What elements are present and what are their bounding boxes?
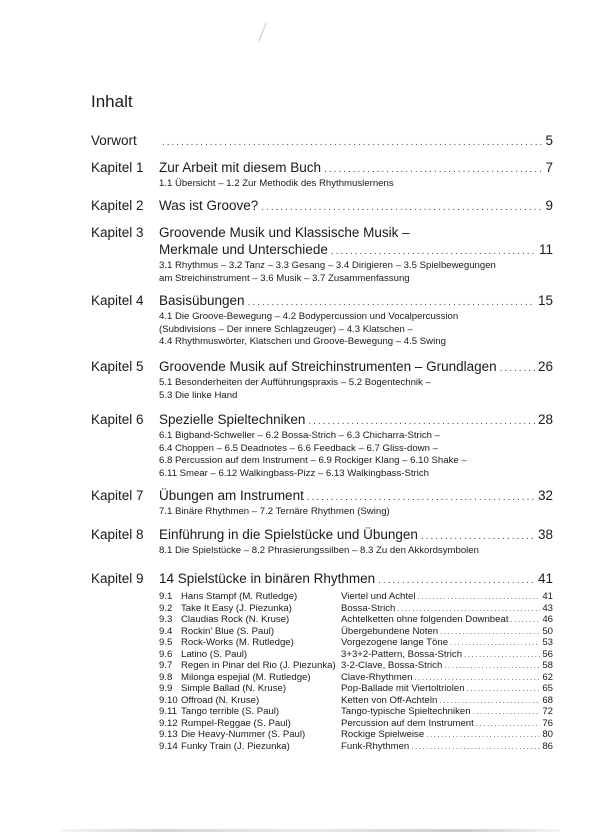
piece-row[interactable] bbox=[159, 672, 553, 684]
piece-number: 9.8 bbox=[159, 671, 173, 683]
section-list: 6.8 Percussion auf dem Instrument – 6.9 Rockiger Klang – 6.10 Shake – bbox=[159, 455, 467, 466]
section-list: 6.4 Choppen – 6.5 Deadnotes – 6.6 Feedback – 6.7 Gliss-down – bbox=[159, 442, 438, 454]
piece-row[interactable] bbox=[159, 614, 553, 626]
chapter-title: Merkmale und Unterschiede bbox=[159, 242, 328, 257]
piece-row[interactable] bbox=[159, 649, 553, 661]
dot-leader bbox=[467, 683, 541, 695]
piece-description: Pop-Ballade mit Viertoltriolen bbox=[341, 683, 465, 694]
toc-entry[interactable] bbox=[91, 197, 553, 216]
toc-entry[interactable] bbox=[91, 358, 553, 402]
chapter-title-line bbox=[159, 241, 553, 260]
piece-number: 9.7 bbox=[159, 660, 173, 671]
piece-description: Achtelketten ohne folgenden Downbeat bbox=[341, 614, 509, 625]
entry-content bbox=[159, 411, 553, 480]
piece-title: Rock-Works (M. Rutledge) bbox=[181, 637, 294, 648]
dot-leader bbox=[331, 243, 536, 260]
section-list: 6.1 Bigband-Schweller – 6.2 Bossa-Strich – 6.3 Chicharra-Strich – bbox=[159, 430, 441, 441]
piece-title: Die Heavy-Nummer (S. Paul) bbox=[181, 729, 306, 740]
entry-content bbox=[159, 526, 553, 558]
piece-title: Regen in Pinar del Rio (J. Piezunka) bbox=[181, 660, 336, 671]
chapter-label: Kapitel 2 bbox=[91, 198, 144, 213]
page-number: 38 bbox=[537, 527, 553, 542]
section-list: 8.1 Die Spielstücke – 8.2 Phrasierungssilben – 8.3 Zu den Akkordsymbolen bbox=[159, 545, 479, 556]
chapter-title: Groovende Musik und Klassische Musik – bbox=[159, 225, 410, 240]
pieces-list bbox=[159, 591, 553, 752]
chapter-title-line bbox=[159, 224, 553, 241]
chapter-label: Kapitel 9 bbox=[91, 571, 144, 586]
page-number: 5 bbox=[545, 133, 553, 148]
chapter-title-line bbox=[159, 570, 553, 589]
piece-title: Rumpel-Reggae (S. Paul) bbox=[181, 717, 291, 729]
chapter-title-line bbox=[159, 526, 553, 545]
section-list: 1.1 Übersicht – 1.2 Zur Methodik des Rhythmuslernens bbox=[159, 178, 394, 189]
entry-content bbox=[159, 224, 553, 285]
piece-page-number: 58 bbox=[542, 660, 553, 671]
piece-number: 9.6 bbox=[159, 648, 173, 660]
chapter-label: Kapitel 3 bbox=[91, 225, 144, 240]
dot-leader bbox=[426, 729, 540, 741]
piece-row[interactable] bbox=[159, 637, 553, 649]
piece-number: 9.4 bbox=[159, 625, 173, 637]
piece-description-wrap bbox=[341, 660, 553, 672]
piece-row[interactable] bbox=[159, 729, 553, 741]
piece-title: Rockin' Blue (S. Paul) bbox=[181, 625, 275, 637]
page-number: 32 bbox=[537, 488, 553, 503]
entry-content bbox=[159, 487, 553, 519]
piece-description-wrap bbox=[341, 695, 553, 707]
piece-number: 9.12 bbox=[159, 717, 178, 729]
piece-title: Take It Easy (J. Piezunka) bbox=[181, 602, 292, 614]
piece-number: 9.9 bbox=[159, 683, 173, 694]
chapter-title: Was ist Groove? bbox=[159, 198, 259, 213]
dot-leader bbox=[411, 741, 540, 753]
chapter-title: 14 Spielstücke in binären Rhythmen bbox=[159, 571, 376, 586]
chapter-title-line bbox=[159, 487, 553, 506]
toc-entry[interactable] bbox=[91, 487, 553, 519]
piece-title: Funky Train (J. Piezunka) bbox=[181, 740, 290, 752]
piece-page-number: 56 bbox=[542, 648, 553, 660]
piece-title: Milonga espejial (M. Rutledge) bbox=[181, 671, 311, 683]
dot-leader bbox=[439, 695, 540, 707]
dot-leader bbox=[500, 360, 535, 377]
piece-row[interactable] bbox=[159, 683, 553, 695]
section-list: 6.11 Smear – 6.12 Walkingbass-Pizz – 6.13 Walkingbass-Strich bbox=[159, 467, 429, 479]
page-title: Inhalt bbox=[91, 92, 133, 111]
piece-description-wrap bbox=[341, 683, 553, 695]
piece-description-wrap bbox=[341, 591, 553, 603]
toc-entry[interactable] bbox=[91, 411, 553, 480]
section-list: 4.1 Die Groove-Bewegung – 4.2 Bodypercussion und Vocalpercussion bbox=[159, 311, 459, 322]
chapter-label: Kapitel 1 bbox=[91, 160, 144, 175]
piece-page-number: 62 bbox=[542, 671, 553, 683]
dot-leader bbox=[464, 649, 540, 661]
piece-row[interactable] bbox=[159, 695, 553, 707]
piece-row[interactable] bbox=[159, 603, 553, 615]
piece-title: Latino (S. Paul) bbox=[181, 648, 248, 660]
piece-description-wrap bbox=[341, 729, 553, 741]
dot-leader bbox=[418, 591, 541, 603]
piece-description: Rockige Spielweise bbox=[341, 729, 425, 740]
chapter-title-line bbox=[159, 411, 553, 430]
piece-row[interactable] bbox=[159, 660, 553, 672]
chapter-label: Kapitel 6 bbox=[91, 412, 144, 427]
piece-number: 9.14 bbox=[159, 740, 178, 752]
entry-content bbox=[159, 197, 553, 216]
bottom-edge-shadow bbox=[60, 829, 560, 832]
piece-description: Clave-Rhythmen bbox=[341, 671, 413, 683]
piece-description: Viertel und Achtel bbox=[341, 591, 416, 602]
piece-description: 3-2-Clave, Bossa-Strich bbox=[341, 660, 443, 671]
page-number: 28 bbox=[537, 412, 553, 427]
piece-number: 9.1 bbox=[159, 591, 173, 602]
piece-page-number: 53 bbox=[542, 637, 553, 648]
chapter-title: Zur Arbeit mit diesem Buch bbox=[159, 160, 322, 175]
dot-leader bbox=[378, 572, 535, 589]
chapter-title: Einführung in die Spielstücke und Übungen bbox=[159, 527, 418, 542]
piece-description: Übergebundene Noten bbox=[341, 625, 439, 637]
entry-content bbox=[159, 132, 553, 151]
piece-description-wrap bbox=[341, 718, 553, 730]
piece-page-number: 65 bbox=[542, 683, 553, 694]
piece-description: Percussion auf dem Instrument bbox=[341, 717, 474, 729]
dot-leader bbox=[440, 626, 540, 638]
piece-title: Claudias Rock (N. Kruse) bbox=[181, 614, 290, 625]
piece-page-number: 46 bbox=[542, 614, 553, 625]
entry-content bbox=[159, 358, 553, 402]
dot-leader bbox=[473, 706, 541, 718]
piece-description-wrap bbox=[341, 706, 553, 718]
section-list: 3.1 Rhythmus – 3.2 Tanz – 3.3 Gesang – 3.4 Dirigieren – 3.5 Spielbewegungen bbox=[159, 260, 496, 271]
page-number: 9 bbox=[545, 198, 553, 213]
piece-row[interactable] bbox=[159, 706, 553, 718]
dot-leader bbox=[414, 672, 540, 684]
chapter-title: Basisübungen bbox=[159, 293, 245, 308]
chapter-title-line bbox=[159, 197, 553, 216]
toc-entry[interactable] bbox=[91, 224, 553, 285]
section-list: (Subdivisions – Der innere Schlagzeuger) – 4.3 Klatschen – bbox=[159, 323, 413, 335]
chapter-title: Groovende Musik auf Streichinstrumenten – Grundlagen bbox=[159, 359, 497, 374]
entry-content bbox=[159, 292, 553, 349]
piece-row[interactable] bbox=[159, 741, 553, 753]
piece-page-number: 43 bbox=[542, 602, 553, 614]
chapter-title-line bbox=[159, 159, 553, 178]
piece-description: Ketten von Off-Achteln bbox=[341, 694, 438, 706]
chapter-title: Spezielle Spieltechniken bbox=[159, 412, 306, 427]
page-number: 41 bbox=[537, 571, 553, 586]
piece-number: 9.13 bbox=[159, 729, 178, 740]
chapter-title-line bbox=[159, 132, 553, 151]
dot-leader bbox=[450, 637, 540, 649]
chapter-label: Vorwort bbox=[91, 133, 137, 148]
chapter-label: Kapitel 8 bbox=[91, 527, 144, 542]
piece-page-number: 50 bbox=[542, 625, 553, 637]
chapter-label: Kapitel 7 bbox=[91, 488, 144, 503]
piece-description: 3+3+2-Pattern, Bossa-Strich bbox=[341, 648, 463, 660]
piece-number: 9.2 bbox=[159, 602, 173, 614]
section-list: 5.3 Die linke Hand bbox=[159, 389, 238, 401]
dot-leader bbox=[421, 528, 535, 545]
section-list: am Streichinstrument – 3.6 Musik – 3.7 Zusammenfassung bbox=[159, 272, 410, 284]
piece-row[interactable] bbox=[159, 626, 553, 638]
toc-entry[interactable] bbox=[91, 526, 553, 558]
pencil-mark bbox=[258, 23, 266, 42]
page-number: 7 bbox=[545, 160, 553, 175]
piece-title: Simple Ballad (N. Kruse) bbox=[181, 683, 287, 694]
section-list: 7.1 Binäre Rhythmen – 7.2 Ternäre Rhythmen (Swing) bbox=[159, 506, 390, 517]
dot-leader bbox=[261, 199, 542, 216]
piece-description-wrap bbox=[341, 649, 553, 661]
entry-content bbox=[159, 159, 553, 191]
chapter-title: Übungen am Instrument bbox=[159, 488, 304, 503]
chapter-title-line bbox=[159, 358, 553, 377]
piece-description-wrap bbox=[341, 672, 553, 684]
chapter-title-line bbox=[159, 292, 553, 311]
piece-page-number: 80 bbox=[542, 729, 553, 740]
page-number: 11 bbox=[538, 242, 553, 257]
piece-number: 9.11 bbox=[159, 706, 177, 717]
dot-leader bbox=[248, 294, 535, 311]
piece-description: Bossa-Strich bbox=[341, 602, 396, 614]
dot-leader bbox=[476, 718, 541, 730]
piece-title: Tango terrible (S. Paul) bbox=[181, 706, 280, 717]
dot-leader bbox=[162, 134, 542, 151]
dot-leader bbox=[444, 660, 540, 672]
piece-description-wrap bbox=[341, 626, 553, 638]
section-list: 4.4 Rhythmuswörter, Klatschen und Groove-Bewegung – 4.5 Swing bbox=[159, 336, 446, 347]
dot-leader bbox=[397, 603, 540, 615]
piece-page-number: 86 bbox=[542, 740, 553, 752]
piece-page-number: 76 bbox=[542, 717, 553, 729]
piece-row[interactable] bbox=[159, 718, 553, 730]
chapter-label: Kapitel 5 bbox=[91, 359, 144, 374]
piece-number: 9.5 bbox=[159, 637, 173, 648]
toc-entry[interactable] bbox=[91, 132, 553, 151]
dot-leader bbox=[308, 413, 535, 430]
toc-entry[interactable] bbox=[91, 292, 553, 349]
chapter-label: Kapitel 4 bbox=[91, 293, 144, 308]
piece-number: 9.3 bbox=[159, 614, 173, 625]
piece-description: Vorgezogene lange Töne bbox=[341, 637, 449, 648]
toc-entry[interactable] bbox=[91, 159, 553, 191]
dot-leader bbox=[307, 489, 535, 506]
entry-content bbox=[159, 570, 553, 752]
page-number: 26 bbox=[537, 359, 553, 374]
dot-leader bbox=[324, 161, 542, 178]
piece-page-number: 41 bbox=[542, 591, 553, 602]
piece-number: 9.10 bbox=[159, 694, 178, 706]
page-number: 15 bbox=[537, 293, 553, 308]
piece-description-wrap bbox=[341, 637, 553, 649]
piece-description: Funk-Rhythmen bbox=[341, 740, 410, 752]
section-list: 5.1 Besonderheiten der Aufführungspraxis – 5.2 Bogentechnik – bbox=[159, 377, 431, 388]
piece-page-number: 68 bbox=[542, 694, 553, 706]
piece-title: Offroad (N. Kruse) bbox=[181, 694, 260, 706]
piece-description-wrap bbox=[341, 614, 553, 626]
piece-description-wrap bbox=[341, 741, 553, 753]
dot-leader bbox=[510, 614, 540, 626]
piece-title: Hans Stampf (M. Rutledge) bbox=[181, 591, 298, 602]
piece-row[interactable] bbox=[159, 591, 553, 603]
toc-entry[interactable] bbox=[91, 570, 553, 752]
piece-page-number: 72 bbox=[542, 706, 553, 717]
piece-description-wrap bbox=[341, 603, 553, 615]
piece-description: Tango-typische Spieltechniken bbox=[341, 706, 471, 717]
